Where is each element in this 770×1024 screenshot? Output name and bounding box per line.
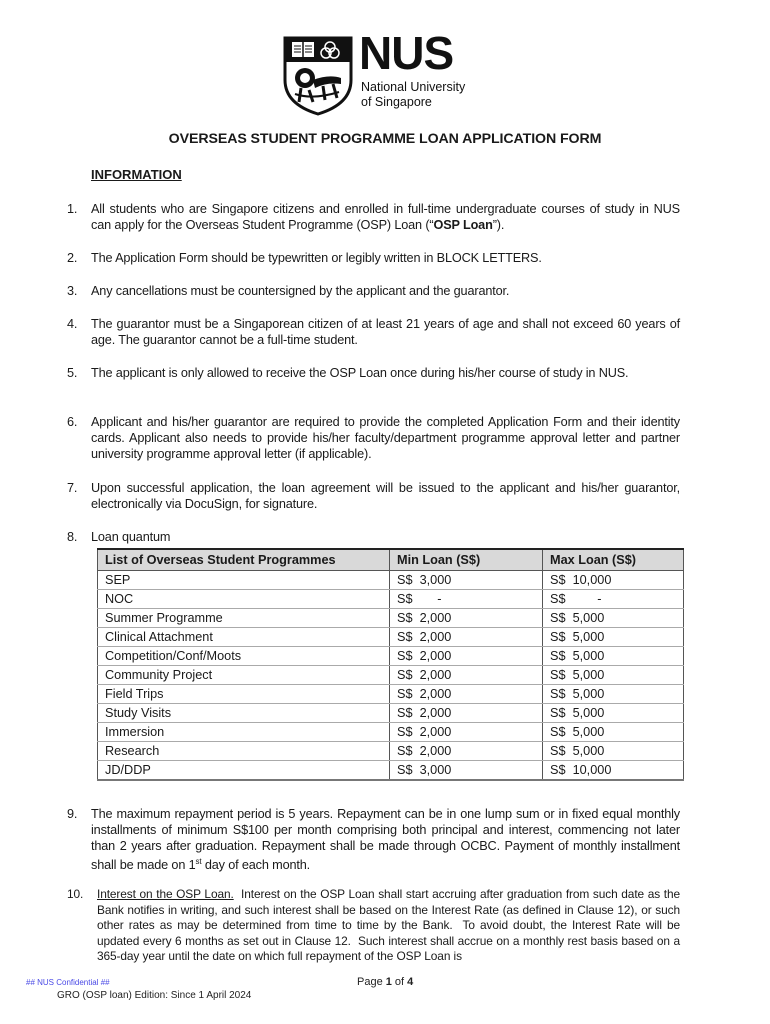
min-loan-cell: S$ 2,000: [390, 647, 543, 666]
form-title: OVERSEAS STUDENT PROGRAMME LOAN APPLICATION FORM: [168, 131, 602, 147]
programme-cell: Summer Programme: [98, 609, 390, 628]
table-row: [98, 628, 684, 647]
programme-cell: Research: [98, 742, 390, 761]
max-loan-cell: S$ 5,000: [543, 647, 684, 666]
header-max-loan: Max Loan (S$): [543, 549, 684, 571]
item-number: 8.: [67, 530, 78, 544]
table-row: [98, 761, 684, 781]
info-item-10: 10. Interest on the OSP Loan. Interest on the OSP Loan shall start accruing after graduation from such date as the Bank notifies in writing, and such interest shall be based on the Interest Rate (as defined in Clause 12), or such other rates as may be determined from time to time by the Bank. To avoid doubt, the Interest Rate will be updated every 6 months as set out in Clause 12. Such interest shall accrue on a monthly rest basis based on a 365-day year until the date on which full repayment of the OSP Loan is: [67, 887, 684, 964]
max-loan-cell: S$ 5,000: [543, 666, 684, 685]
programme-cell: Field Trips: [98, 685, 390, 704]
info-item-2: 2. The Application Form should be typewritten or legibly written in BLOCK LETTERS.: [67, 251, 542, 265]
item-number: 2.: [67, 251, 78, 265]
min-loan-cell: S$ 2,000: [390, 723, 543, 742]
header-min-loan: Min Loan (S$): [390, 549, 543, 571]
info-item-4: 4. The guarantor must be a Singaporean citizen of at least 21 years of age and shall not exceed 60 years of age. The guarantor cannot be a full-time student.: [67, 317, 680, 347]
programme-cell: Immersion: [98, 723, 390, 742]
info-item-5: 5. The applicant is only allowed to receive the OSP Loan once during his/her course of study in NUS.: [67, 366, 629, 380]
table-row: [98, 666, 684, 685]
min-loan-cell: S$ 3,000: [390, 761, 543, 781]
programme-cell: JD/DDP: [98, 761, 390, 781]
max-loan-cell: S$ 5,000: [543, 742, 684, 761]
nus-crest-icon: [283, 36, 353, 116]
programme-cell: Clinical Attachment: [98, 628, 390, 647]
university-name: National University of Singapore: [361, 80, 466, 109]
max-loan-cell: S$ 5,000: [543, 685, 684, 704]
max-loan-cell: S$ 5,000: [543, 628, 684, 647]
item-number: 7.: [67, 481, 78, 495]
table-row: [98, 571, 684, 590]
max-loan-cell: S$ 5,000: [543, 704, 684, 723]
programme-cell: Study Visits: [98, 704, 390, 723]
section-heading-information: INFORMATION: [91, 167, 182, 182]
item-number: 10.: [67, 887, 84, 901]
min-loan-cell: S$ 2,000: [390, 704, 543, 723]
max-loan-cell: S$ 5,000: [543, 723, 684, 742]
max-loan-cell: S$ 5,000: [543, 609, 684, 628]
programme-cell: Competition/Conf/Moots: [98, 647, 390, 666]
min-loan-cell: S$ 3,000: [390, 571, 543, 590]
info-item-3: 3. Any cancellations must be countersigned by the applicant and the guarantor.: [67, 284, 510, 298]
table-row: [98, 704, 684, 723]
programme-cell: NOC: [98, 590, 390, 609]
min-loan-cell: S$ -: [390, 590, 543, 609]
min-loan-cell: S$ 2,000: [390, 685, 543, 704]
nus-logo: [283, 27, 483, 118]
info-item-6: 6. Applicant and his/her guarantor are required to provide the completed Application Form and their identity cards. Applicant also needs to provide his/her faculty/department programme approval letter and partner university programme approval letter (if applicable).: [67, 415, 680, 461]
programme-cell: Community Project: [98, 666, 390, 685]
item-number: 4.: [67, 317, 78, 331]
min-loan-cell: S$ 2,000: [390, 628, 543, 647]
table-row: [98, 609, 684, 628]
header-programme: List of Overseas Student Programmes: [98, 549, 390, 571]
min-loan-cell: S$ 2,000: [390, 666, 543, 685]
item-number: 3.: [67, 284, 78, 298]
nus-wordmark: NUS: [359, 27, 454, 79]
max-loan-cell: S$ 10,000: [543, 761, 684, 781]
confidential-label: ## NUS Confidential ##: [26, 978, 110, 987]
table-row: [98, 647, 684, 666]
loan-quantum-table: [97, 548, 684, 781]
max-loan-cell: S$ -: [543, 590, 684, 609]
clause-heading: Interest on the OSP Loan.: [97, 887, 234, 901]
page-number: Page 1 of 4: [357, 976, 414, 988]
item-number: 5.: [67, 366, 78, 380]
programme-cell: SEP: [98, 571, 390, 590]
max-loan-cell: S$ 10,000: [543, 571, 684, 590]
table-row: [98, 742, 684, 761]
item-number: 1.: [67, 202, 78, 216]
edition-label: GRO (OSP loan) Edition: Since 1 April 2024: [57, 990, 252, 1001]
info-item-1: 1. All students who are Singapore citizens and enrolled in full-time undergraduate courses of study in NUS can apply for the Overseas Student Programme (OSP) Loan (“OSP Loan”).: [67, 202, 680, 232]
info-item-7: 7. Upon successful application, the loan agreement will be issued to the applicant and his/her guarantor, electronically via DocuSign, for signature.: [67, 481, 680, 511]
table-row: [98, 685, 684, 704]
info-item-8: 8. Loan quantum: [67, 530, 171, 544]
min-loan-cell: S$ 2,000: [390, 742, 543, 761]
item-number: 6.: [67, 415, 78, 429]
table-row: [98, 723, 684, 742]
item-number: 9.: [67, 807, 78, 821]
info-item-9: 9. The maximum repayment period is 5 years. Repayment can be in one lump sum or in fixed equal monthly installments of minimum S$100 per month comprising both principal and interest, commencing not later than 2 years after graduation. Repayment shall be made through OCBC. Payment of monthly installment shall be made on 1st day of each month.: [67, 807, 680, 873]
table-header-row: [98, 549, 684, 571]
min-loan-cell: S$ 2,000: [390, 609, 543, 628]
osp-loan-term: OSP Loan: [433, 218, 493, 232]
table-row: [98, 590, 684, 609]
